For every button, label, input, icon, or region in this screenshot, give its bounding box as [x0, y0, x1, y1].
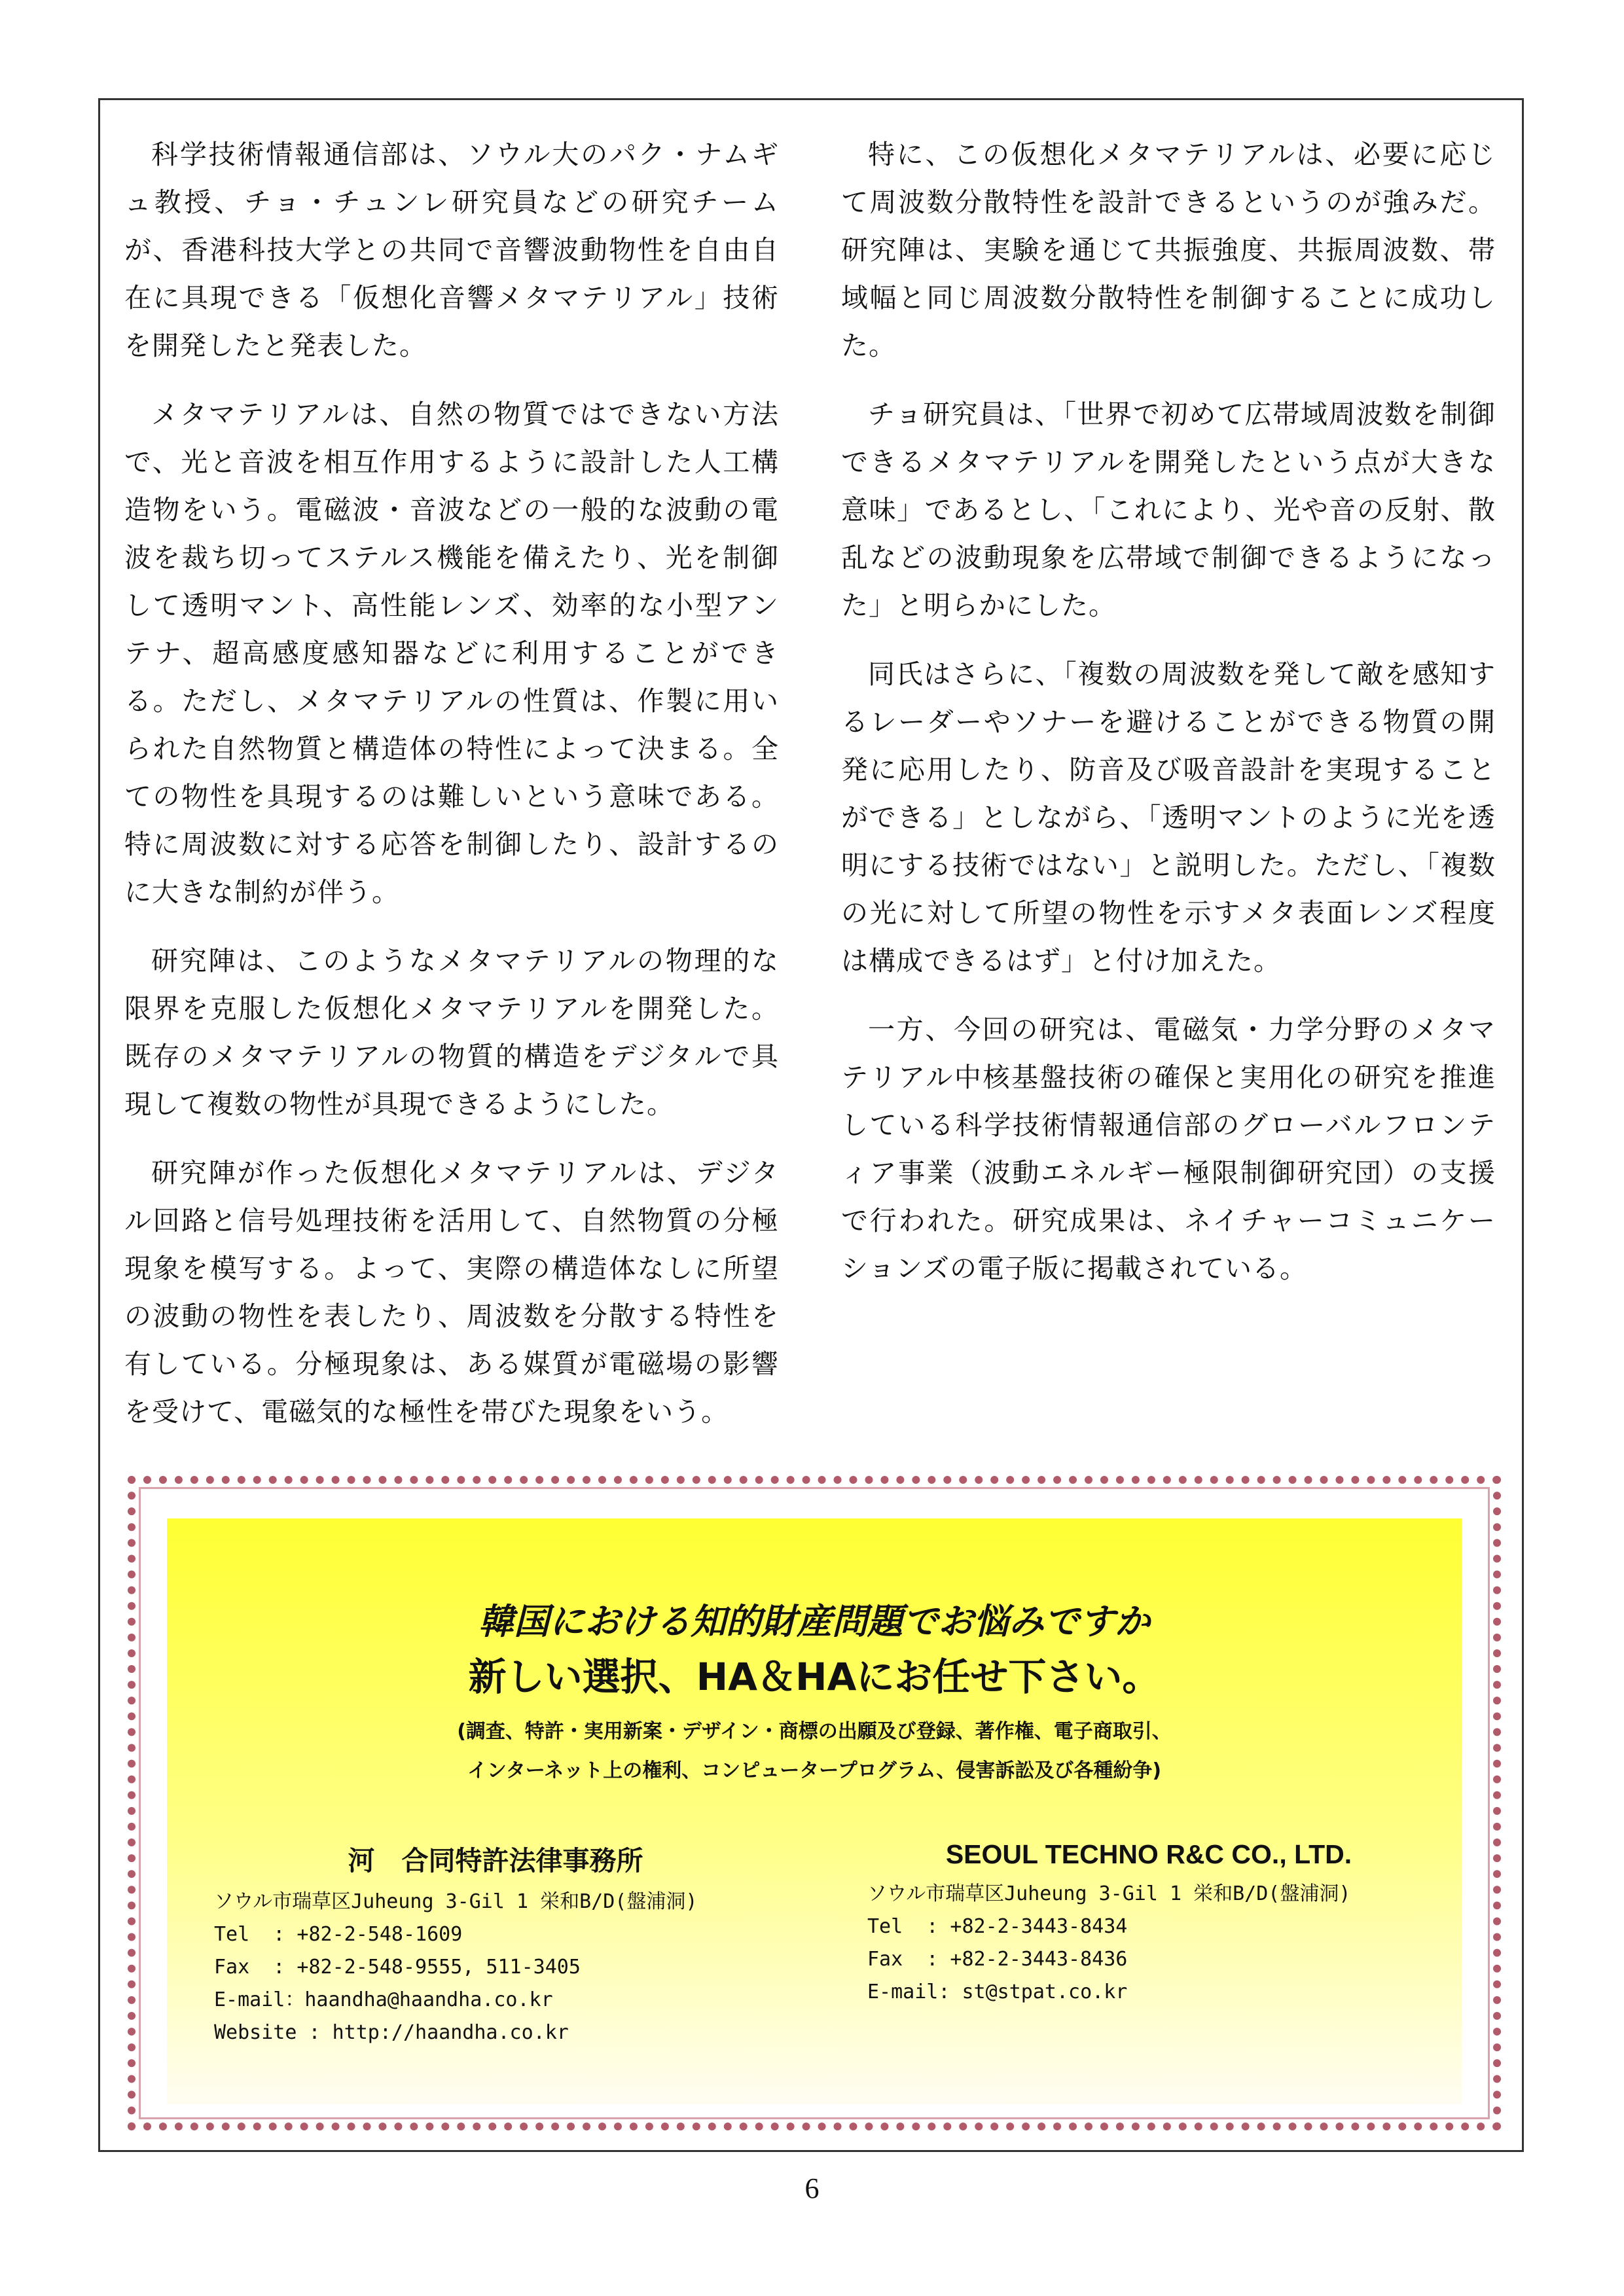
firm-email[interactable]: E-mail: st@stpat.co.kr [867, 1981, 1128, 2003]
firm-tel: Tel : +82-2-548-1609 [214, 1923, 463, 1946]
firm-fax: Fax : +82-2-3443-8436 [867, 1948, 1128, 1971]
article-paragraph: 研究陣は、このようなメタマテリアルの物理的な限界を克服した仮想化メタマテリアルを開発した。既存のメタマテリアルの物質的構造をデジタルで具現して複数の物性が具現できるようにした。 [124, 945, 779, 1120]
article-paragraph: 研究陣が作った仮想化メタマテリアルは、デジタル回路と信号処理技術を活用して、自然物質の分極現象を模写する。よって、実際の構造体なしに所望の波動の物性を表したり、周波数を分散する特性を有している。分極現象は、ある媒質が電磁場の影響を受けて、電磁気的な極性を帯びた現象をいう。 [124, 1157, 779, 1427]
article-left-column [124, 131, 779, 1457]
ad-headline: 韓国における知的財産問題でお悩みですか [478, 1601, 1150, 1642]
article-paragraph: 同氏はさらに、「複数の周波数を発して敵を感知するレーダーやソナーを避けることができる物質の開発に応用したり、防音及び吸音設計を実現することができる」としながら、「透明マントのように光を透明にする技術ではない」と説明した。ただし、「複数の光に対して所望の物性を示すメタ表面レンズ程度は構成できるはず」と付け加えた。 [841, 658, 1496, 977]
firm-tel: Tel : +82-2-3443-8434 [867, 1915, 1128, 1938]
firm-name: 河 合同特許法律事務所 [348, 1846, 643, 1876]
firm-email[interactable]: E-mail：haandha@haandha.co.kr [214, 1988, 553, 2011]
article-paragraph: 特に、この仮想化メタマテリアルは、必要に応じて周波数分散特性を設計できるというのが強みだ。研究陣は、実験を通じて共振強度、共振周波数、帯域幅と同じ周波数分散特性を制御することに成功した。 [841, 139, 1496, 361]
firm-address: ソウル市瑞草区Juheung 3-Gil 1 栄和B/D(盤浦洞) [214, 1890, 698, 1913]
article-paragraph: チョ研究員は、「世界で初めて広帯域周波数を制御できるメタマテリアルを開発したという点が大きな意味」であるとし、「これにより、光や音の反射、散乱などの波動現象を広帯域で制御できるようになった」と明らかにした。 [841, 399, 1496, 621]
article-right-column [841, 131, 1496, 1314]
advertisement-box [167, 1518, 1462, 2104]
firm-website[interactable]: Website : http://haandha.co.kr [214, 2021, 569, 2044]
ad-services-line: インターネット上の権利、コンピュータープログラム、侵害訴訟及び各種紛争) [467, 1759, 1162, 1782]
firm-name: SEOUL TECHNO R&C CO., LTD. [945, 1839, 1352, 1869]
ad-services-line: (調査、特許・実用新案・デザイン・商標の出願及び登録、著作権、電子商取引、 [457, 1720, 1172, 1743]
firm-fax: Fax : +82-2-548-9555, 511-3405 [214, 1956, 581, 1979]
ad-subheadline: 新しい選択、HA＆HAにお任せ下さい。 [468, 1655, 1161, 1699]
article-paragraph: メタマテリアルは、自然の物質ではできない方法で、光と音波を相互作用するように設計した人工構造物をいう。電磁波・音波などの一般的な波動の電波を裁ち切ってステルス機能を備えたり、光を制御して透明マント、高性能レンズ、効率的な小型アンテナ、超高感度感知器などに利用することができる。ただし、メタマテリアルの性質は、作製に用いられた自然物質と構造体の特性によって決まる。全ての物性を具現するのは難しいという意味である。特に周波数に対する応答を制御したり、設計するのに大きな制約が伴う。 [124, 399, 779, 908]
firm-contact-seoul-techno [867, 1839, 1430, 2009]
firm-address: ソウル市瑞草区Juheung 3-Gil 1 栄和B/D(盤浦洞) [867, 1882, 1351, 1905]
firm-contact-haandha [214, 1839, 777, 2049]
article-paragraph: 一方、今回の研究は、電磁気・力学分野のメタマテリアル中核基盤技術の確保と実用化の研究を推進している科学技術情報通信部のグローバルフロンティア事業（波動エネルギー極限制御研究団）の支援で行われた。研究成果は、ネイチャーコミュニケーションズの電子版に掲載されている。 [841, 1014, 1496, 1284]
page-number: 6 [804, 2172, 820, 2204]
article-paragraph: 科学技術情報通信部は、ソウル大のパク・ナムギュ教授、チョ・チュンレ研究員などの研究チームが、香港科技大学との共同で音響波動物性を自由自在に具現できる「仮想化音響メタマテリアル」技術を開発したと発表した。 [124, 139, 779, 361]
